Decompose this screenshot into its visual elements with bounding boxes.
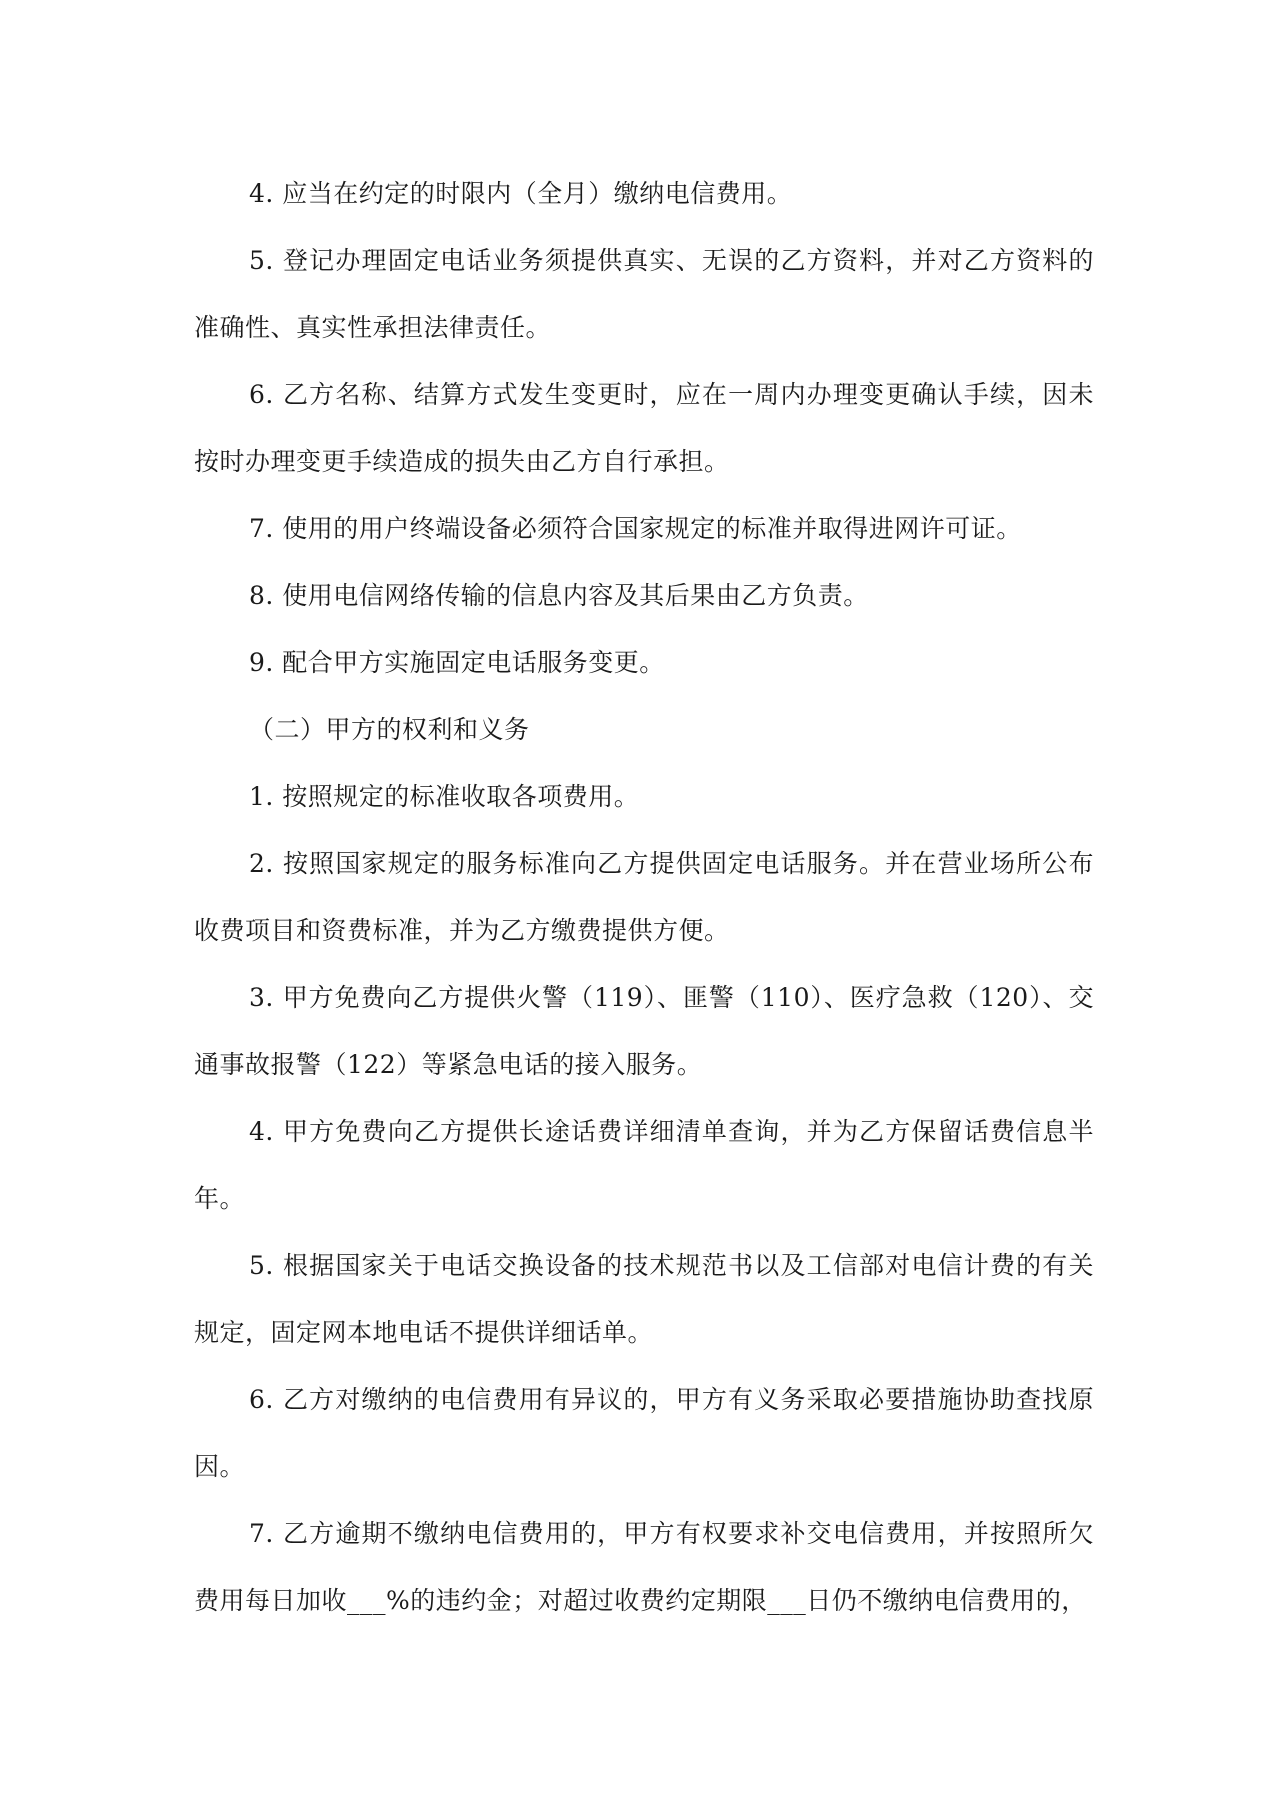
paragraph-a-7: 7. 乙方逾期不缴纳电信费用的，甲方有权要求补交电信费用，并按照所欠费用每日加收___%的违约金；对超过收费约定期限___日仍不缴纳电信费用的，: [194, 1519, 1094, 1615]
paragraph-b-9: 9. 配合甲方实施固定电话服务变更。: [249, 648, 665, 677]
paragraph-a-2: 2. 按照国家规定的服务标准向乙方提供固定电话服务。并在营业场所公布收费项目和资费标准，并为乙方缴费提供方便。: [194, 849, 1094, 945]
paragraph-b-6: 6. 乙方名称、结算方式发生变更时，应在一周内办理变更确认手续，因未按时办理变更手续造成的损失由乙方自行承担。: [194, 380, 1094, 476]
paragraph-b-4: 4. 应当在约定的时限内（全月）缴纳电信费用。: [249, 179, 793, 208]
paragraph-b-8: 8. 使用电信网络传输的信息内容及其后果由乙方负责。: [249, 581, 869, 610]
paragraph-b-5: 5. 登记办理固定电话业务须提供真实、无误的乙方资料，并对乙方资料的准确性、真实性承担法律责任。: [194, 246, 1094, 342]
paragraph-a-5: 5. 根据国家关于电话交换设备的技术规范书以及工信部对电信计费的有关规定，固定网本地电话不提供详细话单。: [194, 1251, 1094, 1347]
paragraph-a-4: 4. 甲方免费向乙方提供长途话费详细清单查询，并为乙方保留话费信息半年。: [194, 1117, 1094, 1213]
paragraph-a-1: 1. 按照规定的标准收取各项费用。: [249, 782, 640, 811]
section-heading-party-a-rights: （二）甲方的权利和义务: [249, 715, 530, 744]
paragraph-b-7: 7. 使用的用户终端设备必须符合国家规定的标准并取得进网许可证。: [249, 514, 1022, 543]
paragraph-a-3: 3. 甲方免费向乙方提供火警（119）、匪警（110）、医疗急救（120）、交通事故报警（122）等紧急电话的接入服务。: [194, 983, 1094, 1079]
document-body: [194, 160, 1094, 1634]
paragraph-a-6: 6. 乙方对缴纳的电信费用有异议的，甲方有义务采取必要措施协助查找原因。: [194, 1385, 1094, 1481]
